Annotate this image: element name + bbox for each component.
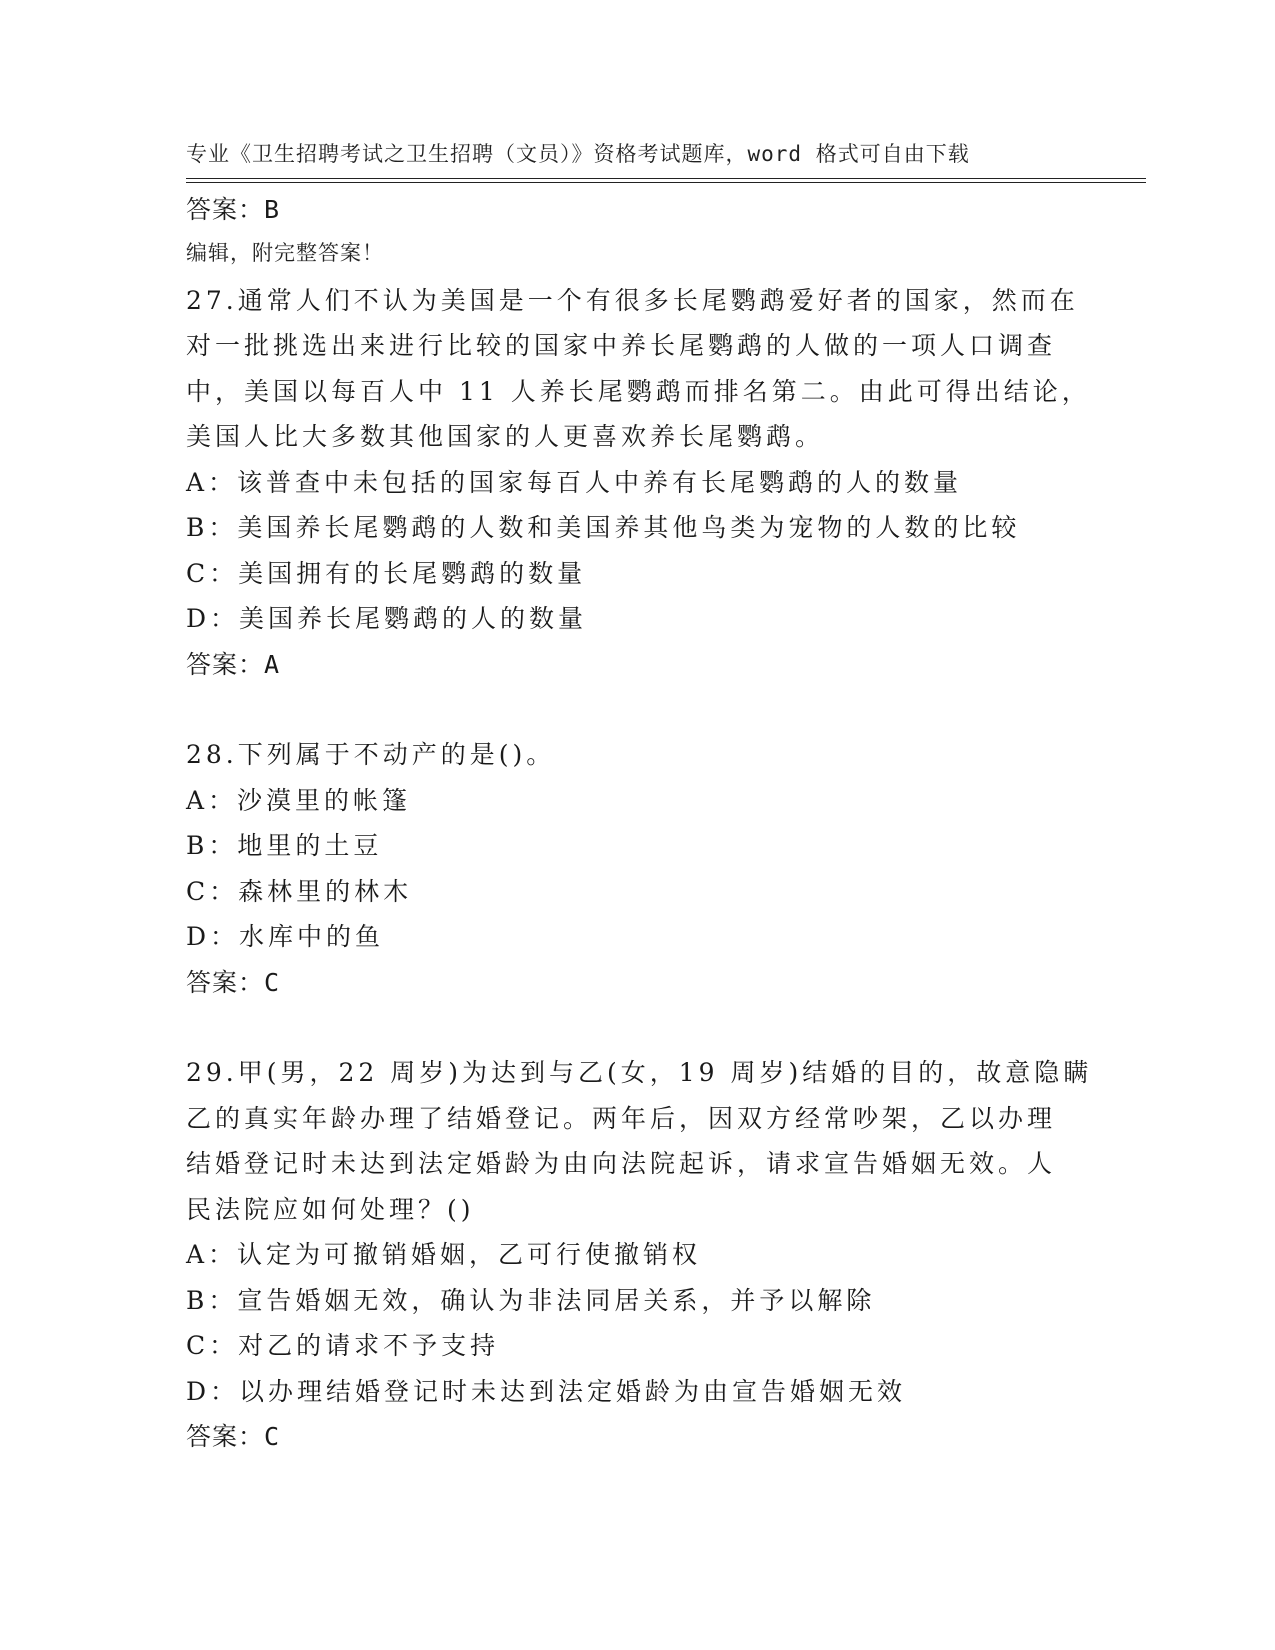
question-text-line: 28.下列属于不动产的是()。 bbox=[186, 740, 556, 769]
question-28 bbox=[186, 732, 1086, 1005]
answer-label: 答案： bbox=[186, 195, 265, 224]
question-29 bbox=[186, 1050, 1093, 1460]
spacer bbox=[186, 233, 1086, 278]
header-divider-top bbox=[186, 178, 1146, 179]
header-line-1: 专业《卫生招聘考试之卫生招聘（文员）》资格考试题库，word 格式可自由下载 bbox=[186, 142, 970, 166]
answer-label: 答案： bbox=[186, 1422, 265, 1451]
answer-value: C bbox=[264, 967, 281, 997]
question-text-line: 美国人比大多数其他国家的人更喜欢养长尾鹦鹉。 bbox=[186, 422, 825, 451]
answer-label: 答案： bbox=[186, 967, 265, 997]
answer-value: A bbox=[264, 649, 281, 679]
option-b: B：宣告婚姻无效，确认为非法同居关系，并予以解除 bbox=[186, 1285, 876, 1315]
answer-value: B bbox=[264, 195, 281, 224]
answer bbox=[186, 642, 1086, 688]
option-a: A：认定为可撤销婚姻，乙可行使撤销权 bbox=[186, 1240, 702, 1269]
question-text-line: 27.通常人们不认为美国是一个有很多长尾鹦鹉爱好者的国家，然而在 bbox=[186, 285, 1079, 315]
answer bbox=[186, 960, 1086, 1006]
option-c: C：森林里的林木 bbox=[186, 876, 413, 906]
question-text-line: 结婚登记时未达到法定婚龄为由向法院起诉，请求宣告婚姻无效。人 bbox=[186, 1149, 1057, 1178]
answer-value: C bbox=[264, 1422, 281, 1451]
option-b: B：美国养长尾鹦鹉的人数和美国养其他鸟类为宠物的人数的比较 bbox=[186, 513, 1021, 542]
option-d: D：美国养长尾鹦鹉的人的数量 bbox=[186, 604, 588, 633]
previous-answer bbox=[186, 187, 1086, 233]
question-text-line: 对一批挑选出来进行比较的国家中养长尾鹦鹉的人做的一项人口调查 bbox=[186, 331, 1057, 360]
answer-label: 答案： bbox=[186, 649, 265, 679]
question-list bbox=[186, 187, 1093, 1460]
option-d: D：水库中的鱼 bbox=[186, 922, 385, 951]
spacer bbox=[186, 1005, 1086, 1050]
option-a: A：沙漠里的帐篷 bbox=[186, 785, 412, 815]
option-a: A：该普查中未包括的国家每百人中养有长尾鹦鹉的人的数量 bbox=[186, 467, 963, 497]
header-divider-bottom bbox=[186, 182, 1146, 183]
spacer bbox=[186, 687, 1086, 732]
question-text-line: 乙的真实年龄办理了结婚登记。两年后，因双方经常吵架，乙以办理 bbox=[186, 1103, 1057, 1133]
option-c: C：对乙的请求不予支持 bbox=[186, 1331, 500, 1360]
question-text-line: 29.甲(男，22 周岁)为达到与乙(女，19 周岁)结婚的目的，故意隐瞒 bbox=[186, 1058, 1093, 1087]
question-text-line: 中，美国以每百人中 11 人养长尾鹦鹉而排名第二。由此可得出结论， bbox=[186, 376, 1091, 406]
header-line-2: 编辑，附完整答案！ bbox=[186, 241, 384, 265]
option-c: C：美国拥有的长尾鹦鹉的数量 bbox=[186, 558, 587, 588]
option-d: D：以办理结婚登记时未达到法定婚龄为由宣告婚姻无效 bbox=[186, 1376, 907, 1406]
answer bbox=[186, 1414, 1086, 1460]
question-27 bbox=[186, 278, 1091, 688]
question-text-line: 民法院应如何处理？() bbox=[186, 1194, 475, 1224]
option-b: B：地里的土豆 bbox=[186, 831, 383, 860]
